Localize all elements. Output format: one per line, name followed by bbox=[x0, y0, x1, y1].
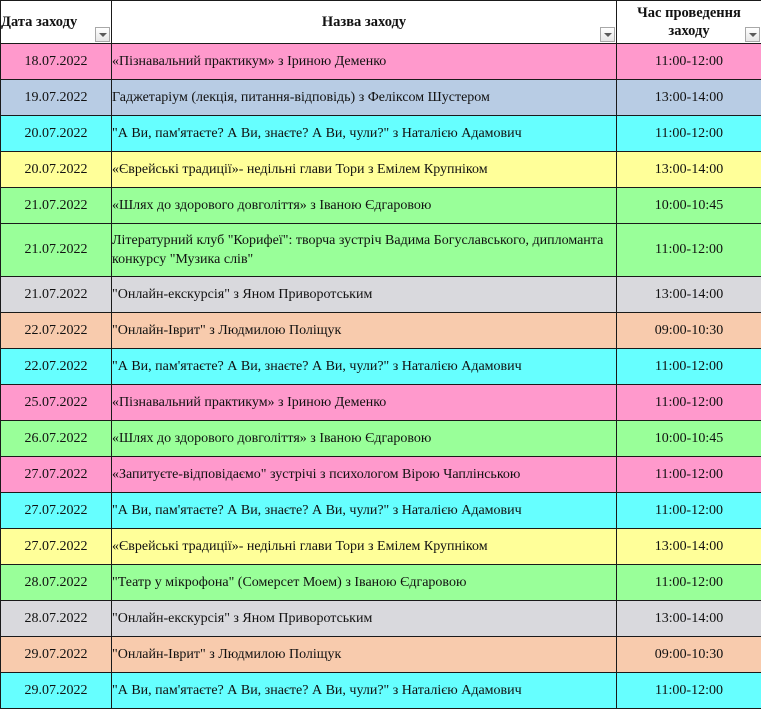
header-cell-time[interactable] bbox=[617, 1, 761, 44]
time-cell[interactable]: 11:00-12:00 bbox=[617, 224, 761, 277]
table-row bbox=[1, 188, 761, 224]
event-name-cell[interactable]: Літературний клуб "Корифеї": творча зустріч Вадима Богуславського, дипломанта конкурсу "Музика слів" bbox=[112, 224, 617, 277]
header-row bbox=[1, 1, 761, 44]
table-row bbox=[1, 565, 761, 601]
event-name-cell[interactable]: «Запитуєте-відповідаємо" зустрічі з психологом Вірою Чаплінською bbox=[112, 457, 617, 493]
time-cell[interactable]: 11:00-12:00 bbox=[617, 385, 761, 421]
time-cell[interactable]: 11:00-12:00 bbox=[617, 44, 761, 80]
event-name-cell[interactable]: "А Ви, пам'ятаєте? А Ви, знаєте? А Ви, чули?" з Наталією Адамович bbox=[112, 673, 617, 709]
time-cell[interactable]: 11:00-12:00 bbox=[617, 116, 761, 152]
table-row bbox=[1, 493, 761, 529]
date-cell[interactable]: 26.07.2022 bbox=[1, 421, 112, 457]
table-row bbox=[1, 421, 761, 457]
time-cell[interactable]: 10:00-10:45 bbox=[617, 188, 761, 224]
date-cell[interactable]: 22.07.2022 bbox=[1, 313, 112, 349]
event-name-cell[interactable]: «Пізнавальний практикум» з Іриною Деменко bbox=[112, 385, 617, 421]
table-body bbox=[1, 44, 761, 709]
time-cell[interactable]: 09:00-10:30 bbox=[617, 637, 761, 673]
time-cell[interactable]: 09:00-10:30 bbox=[617, 313, 761, 349]
date-cell[interactable]: 29.07.2022 bbox=[1, 673, 112, 709]
filter-dropdown-icon[interactable] bbox=[745, 27, 760, 42]
header-name-label: Назва заходу bbox=[321, 14, 407, 30]
filter-dropdown-icon[interactable] bbox=[95, 27, 110, 42]
filter-dropdown-icon[interactable] bbox=[600, 27, 615, 42]
time-cell[interactable]: 11:00-12:00 bbox=[617, 565, 761, 601]
date-cell[interactable]: 19.07.2022 bbox=[1, 80, 112, 116]
event-name-cell[interactable]: «Єврейські традиції»- недільні глави Тори з Емілем Крупніком bbox=[112, 152, 617, 188]
time-cell[interactable]: 11:00-12:00 bbox=[617, 493, 761, 529]
table-row bbox=[1, 349, 761, 385]
date-cell[interactable]: 28.07.2022 bbox=[1, 601, 112, 637]
table-row bbox=[1, 277, 761, 313]
header-time-label: Час проведення заходу bbox=[637, 5, 741, 39]
table-row bbox=[1, 673, 761, 709]
event-name-cell[interactable]: «Єврейські традиції»- недільні глави Тори з Емілем Крупніком bbox=[112, 529, 617, 565]
header-date-label: Дата заходу bbox=[1, 14, 78, 30]
date-cell[interactable]: 18.07.2022 bbox=[1, 44, 112, 80]
table-row bbox=[1, 116, 761, 152]
date-cell[interactable]: 29.07.2022 bbox=[1, 637, 112, 673]
date-cell[interactable]: 20.07.2022 bbox=[1, 152, 112, 188]
event-name-cell[interactable]: Гаджетаріум (лекція, питання-відповідь) з Феліксом Шустером bbox=[112, 80, 617, 116]
time-cell[interactable]: 13:00-14:00 bbox=[617, 601, 761, 637]
table-row bbox=[1, 457, 761, 493]
time-cell[interactable]: 13:00-14:00 bbox=[617, 277, 761, 313]
event-name-cell[interactable]: «Шлях до здорового довголіття» з Іваною Єдгаровою bbox=[112, 421, 617, 457]
date-cell[interactable]: 27.07.2022 bbox=[1, 493, 112, 529]
event-name-cell[interactable]: "А Ви, пам'ятаєте? А Ви, знаєте? А Ви, чули?" з Наталією Адамович bbox=[112, 116, 617, 152]
date-cell[interactable]: 21.07.2022 bbox=[1, 188, 112, 224]
date-cell[interactable]: 21.07.2022 bbox=[1, 224, 112, 277]
event-name-cell[interactable]: "Онлайн-екскурсія" з Яном Приворотським bbox=[112, 277, 617, 313]
time-cell[interactable]: 13:00-14:00 bbox=[617, 80, 761, 116]
event-name-cell[interactable]: "Театр у мікрофона" (Сомерсет Моем) з Іваною Єдгаровою bbox=[112, 565, 617, 601]
date-cell[interactable]: 22.07.2022 bbox=[1, 349, 112, 385]
table-row bbox=[1, 80, 761, 116]
time-cell[interactable]: 11:00-12:00 bbox=[617, 349, 761, 385]
table-row bbox=[1, 601, 761, 637]
table-row bbox=[1, 152, 761, 188]
date-cell[interactable]: 20.07.2022 bbox=[1, 116, 112, 152]
time-cell[interactable]: 13:00-14:00 bbox=[617, 152, 761, 188]
event-name-cell[interactable]: "Онлайн-Іврит" з Людмилою Поліщук bbox=[112, 313, 617, 349]
date-cell[interactable]: 27.07.2022 bbox=[1, 529, 112, 565]
event-name-cell[interactable]: "А Ви, пам'ятаєте? А Ви, знаєте? А Ви, чули?" з Наталією Адамович bbox=[112, 493, 617, 529]
time-cell[interactable]: 13:00-14:00 bbox=[617, 529, 761, 565]
date-cell[interactable]: 25.07.2022 bbox=[1, 385, 112, 421]
table-row bbox=[1, 313, 761, 349]
table-row bbox=[1, 44, 761, 80]
event-name-cell[interactable]: "А Ви, пам'ятаєте? А Ви, знаєте? А Ви, чули?" з Наталією Адамович bbox=[112, 349, 617, 385]
event-name-cell[interactable]: "Онлайн-Іврит" з Людмилою Поліщук bbox=[112, 637, 617, 673]
date-cell[interactable]: 21.07.2022 bbox=[1, 277, 112, 313]
event-name-cell[interactable]: «Шлях до здорового довголіття» з Іваною Єдгаровою bbox=[112, 188, 617, 224]
date-cell[interactable]: 27.07.2022 bbox=[1, 457, 112, 493]
table-row bbox=[1, 385, 761, 421]
table-row bbox=[1, 529, 761, 565]
table-row bbox=[1, 637, 761, 673]
header-cell-name[interactable] bbox=[112, 1, 617, 44]
table-row bbox=[1, 224, 761, 277]
time-cell[interactable]: 11:00-12:00 bbox=[617, 673, 761, 709]
event-name-cell[interactable]: «Пізнавальний практикум» з Іриною Деменко bbox=[112, 44, 617, 80]
event-name-cell[interactable]: "Онлайн-екскурсія" з Яном Приворотським bbox=[112, 601, 617, 637]
date-cell[interactable]: 28.07.2022 bbox=[1, 565, 112, 601]
header-cell-date[interactable] bbox=[1, 1, 112, 44]
time-cell[interactable]: 11:00-12:00 bbox=[617, 457, 761, 493]
time-cell[interactable]: 10:00-10:45 bbox=[617, 421, 761, 457]
